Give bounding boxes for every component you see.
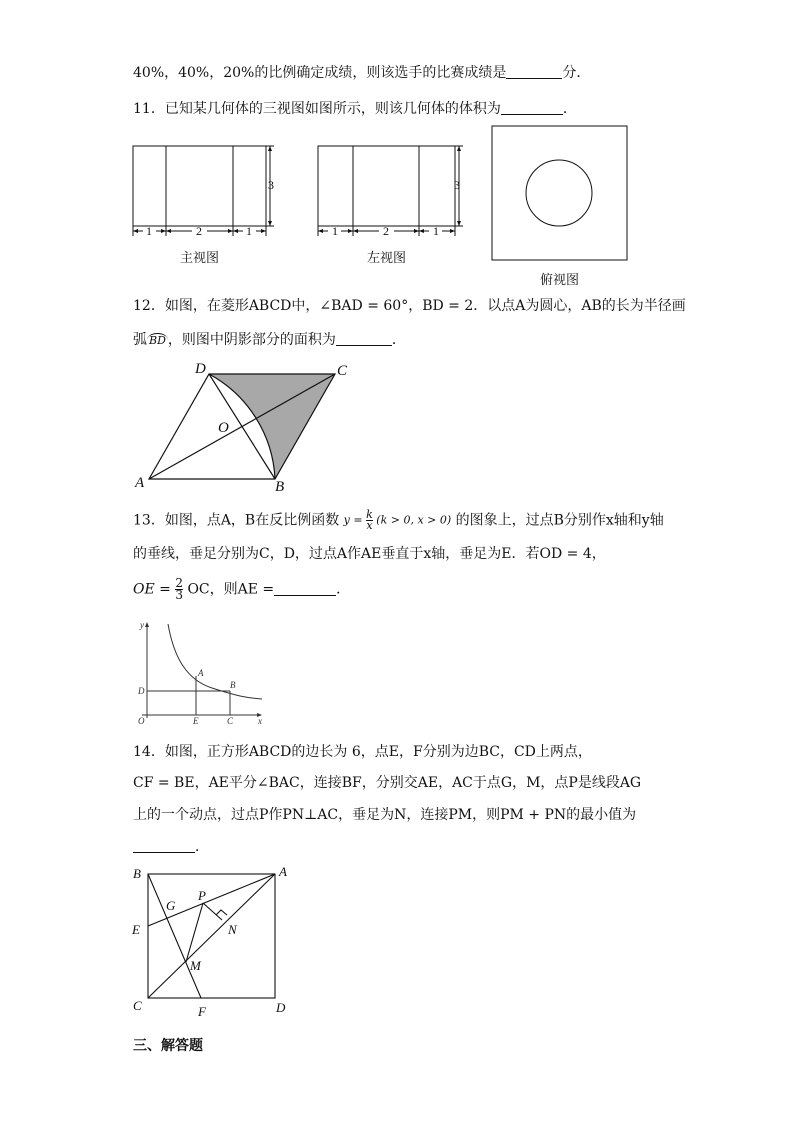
q11-text: 11．已知某几何体的三视图如图所示，则该几何体的体积为 [133,101,501,117]
q13-func-num: k [366,508,373,521]
q13-line1 [133,510,664,531]
label-m: M [190,958,201,973]
q10-line [133,64,590,82]
q13-line3-end: ． [336,581,351,598]
q14-line3: 上的一个动点，过点P作PN⊥AC，垂足为N，连接PM，则PM + PN的最小值为 [133,807,637,823]
front-view-caption: 主视图 [180,251,220,266]
top-view-caption: 俯视图 [540,273,580,288]
label-g: G [166,898,176,913]
label-y: y [140,620,144,630]
top-view-square [492,126,627,260]
label-e: E [132,922,140,937]
label-d: D [195,361,206,377]
label-o: O [218,420,229,436]
q12-arc-label: BD [149,334,166,347]
label-d: D [138,686,145,696]
label-b: B [230,680,236,690]
label-c: C [133,998,142,1013]
front-dim-mid: 2 [196,224,202,238]
label-d: D [276,1000,286,1015]
label-a: A [279,864,287,879]
q12-line2-end: ． [391,332,406,348]
q13-line2: 的垂线，垂足分别为C，D，过点A作AE垂直于x轴，垂足为E．若OD = 4， [133,546,606,562]
right-angle-mark [216,910,227,915]
q13-func-y: y = [343,513,363,527]
q12-arc-prefix: 弧 [133,332,147,348]
label-a: A [198,668,204,678]
q10-text: 40%，40%，20%的比例确定成绩，则该选手的比赛成绩是 [133,65,507,81]
label-e: E [193,716,199,726]
side-view-rect [318,146,455,226]
front-dim-height: 3 [268,178,274,192]
q13-func-den: x [366,519,373,532]
q13-answer-blank[interactable] [274,581,336,596]
front-dim-right: 1 [246,224,252,238]
label-c: C [337,363,348,379]
top-view-circle [526,160,592,226]
label-f: F [198,1004,206,1019]
q11-answer-blank[interactable] [501,100,563,115]
label-p: P [198,888,206,903]
q12-answer-blank[interactable] [336,331,392,346]
label-n: N [228,922,237,937]
q13-line3-prefix: OE = [133,581,171,598]
front-view-rect [133,146,266,226]
q12-line2 [133,331,406,350]
side-dim-right: 1 [433,224,439,238]
line-ac [148,874,275,998]
q11-suffix: ． [562,101,577,117]
label-x: x [258,716,262,726]
q13-frac-den: 3 [175,588,183,602]
hyperbola-figure [132,618,272,728]
side-dim-height: 3 [454,178,460,192]
q11-question [133,100,577,118]
rhombus-figure [130,355,360,495]
label-a: A [135,475,145,491]
side-dim-left: 1 [332,224,338,238]
label-o: O [138,716,145,726]
label-b: B [133,866,141,881]
q14-line4 [133,838,209,856]
q14-answer-blank[interactable] [133,838,195,853]
q13-line1-suffix: 的图象上，过点B分别作x轴和y轴 [455,512,664,529]
q12-line2-text: ，则图中阴影部分的面积为 [167,332,336,348]
section-heading: 三、解答题 [133,1038,203,1054]
label-c: C [227,716,234,726]
side-dim-mid: 2 [383,224,389,238]
label-b: B [275,479,285,495]
q10-suffix: 分． [562,65,591,81]
q12-line1: 12．如图，在菱形ABCD中，∠BAD = 60°，BD = 2．以点A为圆心，AB的长为半径画 [133,298,686,314]
q14-line1: 14．如图，正方形ABCD的边长为 6，点E，F分别为边BC，CD上两点， [133,744,592,760]
q13-func [344,510,451,531]
side-view-caption: 左视图 [367,251,407,266]
q14-line4-end: ． [195,839,209,855]
square-figure [128,862,298,1022]
front-dim-left: 1 [146,224,152,238]
q13-line3 [133,578,350,601]
q13-func-cond: (k > 0, x > 0) [376,513,452,527]
q10-answer-blank[interactable] [506,64,562,79]
q14-line2: CF = BE，AE平分∠BAC，连接BF，分别交AE，AC于点G，M，点P是线段AG [133,775,642,791]
hyperbola-curve [168,624,262,699]
q13-line1-prefix: 13．如图，点A，B在反比例函数 [133,512,340,529]
q13-frac-num: 2 [175,576,183,590]
q13-line3-mid: OC，则AE = [187,581,275,598]
